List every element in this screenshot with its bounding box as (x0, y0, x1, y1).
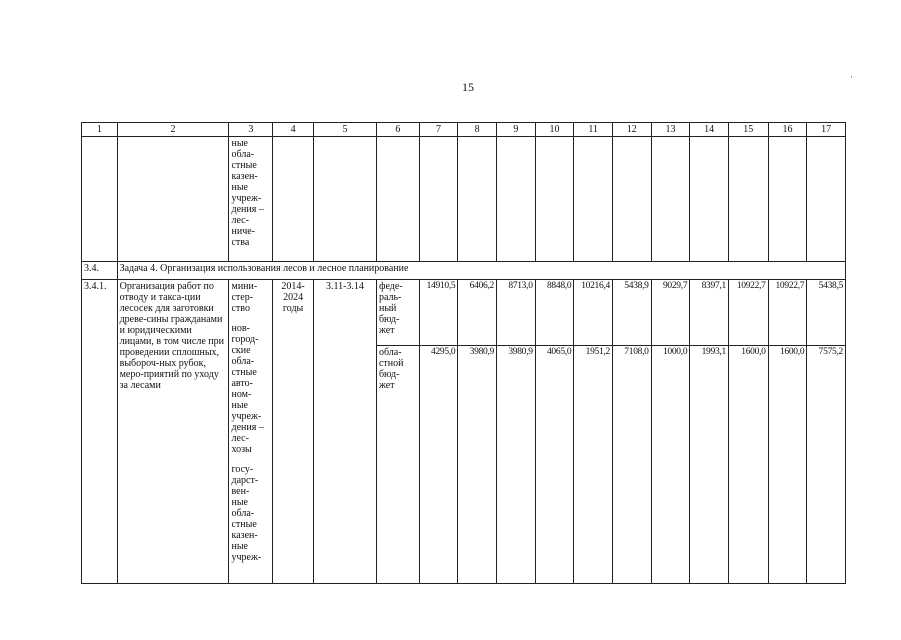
activity-executors (229, 280, 273, 584)
continuation-row (82, 137, 846, 262)
header-cell: 13 (651, 123, 690, 137)
federal-value: 5438,9 (612, 280, 651, 346)
header-cell: 7 (419, 123, 458, 137)
executor-ministry: мини- стер- ство (231, 281, 258, 314)
column-number-row (82, 123, 846, 137)
federal-value: 14910,5 (419, 280, 458, 346)
header-cell: 14 (690, 123, 729, 137)
header-cell: 12 (612, 123, 651, 137)
activity-indicator: 3.11-3.14 (313, 280, 376, 584)
header-cell: 15 (728, 123, 768, 137)
federal-value: 6406,2 (458, 280, 497, 346)
regional-value: 4295,0 (419, 346, 458, 584)
regional-value: 7108,0 (612, 346, 651, 584)
section-row (82, 262, 846, 280)
regional-value: 3980,9 (497, 346, 536, 584)
page-number: 15 (462, 80, 474, 94)
regional-value: 7575,2 (807, 346, 846, 584)
header-cell: 2 (117, 123, 229, 137)
executor-state-institutions: госу- дарст- вен- ные обла- стные казен- ные учреж- (231, 464, 262, 563)
activity-number: 3.4.1. (82, 280, 118, 584)
regional-value: 4065,0 (535, 346, 574, 584)
budget-table (81, 122, 846, 584)
federal-value: 8848,0 (535, 280, 574, 346)
header-cell: 5 (313, 123, 376, 137)
header-cell: 9 (497, 123, 536, 137)
executor-leskhozy: нов- город- ские обла- стные авто- ном- ные учреж- дения – лес- хозы (231, 323, 264, 455)
header-cell: 10 (535, 123, 574, 137)
header-cell: 17 (807, 123, 846, 137)
funding-source-regional: обла- стной бюд- жет (376, 346, 419, 584)
header-cell: 6 (376, 123, 419, 137)
regional-value: 1993,1 (690, 346, 729, 584)
section-number: 3.4. (82, 262, 118, 280)
federal-value: 10922,7 (768, 280, 807, 346)
federal-value: 9029,7 (651, 280, 690, 346)
header-cell: 11 (574, 123, 613, 137)
federal-value: 10216,4 (574, 280, 613, 346)
federal-value: 5438,5 (807, 280, 846, 346)
continued-executor-text: ные обла- стные казен- ные учреж- дения – лес- ниче- ства (229, 137, 273, 262)
header-cell: 3 (229, 123, 273, 137)
funding-source-federal: феде- раль- ный бюд- жет (376, 280, 419, 346)
activity-period: 2014- 2024 годы (273, 280, 314, 584)
federal-value: 10922,7 (728, 280, 768, 346)
federal-value: 8397,1 (690, 280, 729, 346)
regional-value: 1000,0 (651, 346, 690, 584)
corner-mark: · (850, 72, 853, 82)
regional-value: 1600,0 (728, 346, 768, 584)
regional-value: 1951,2 (574, 346, 613, 584)
header-cell: 1 (82, 123, 118, 137)
activity-name: Организация работ по отводу и такса-ции лесосек для заготовки древе-сины гражданами и юридическими лицами, в том числе при проведении сплошных, выбороч-ных рубок, меро-приятий по уходу за лесами (117, 280, 229, 584)
header-cell: 4 (273, 123, 314, 137)
federal-value: 8713,0 (497, 280, 536, 346)
section-title: Задача 4. Организация использования лесов и лесное планирование (117, 262, 845, 280)
regional-value: 1600,0 (768, 346, 807, 584)
activity-row-federal (82, 280, 846, 346)
regional-value: 3980,9 (458, 346, 497, 584)
header-cell: 16 (768, 123, 807, 137)
header-cell: 8 (458, 123, 497, 137)
